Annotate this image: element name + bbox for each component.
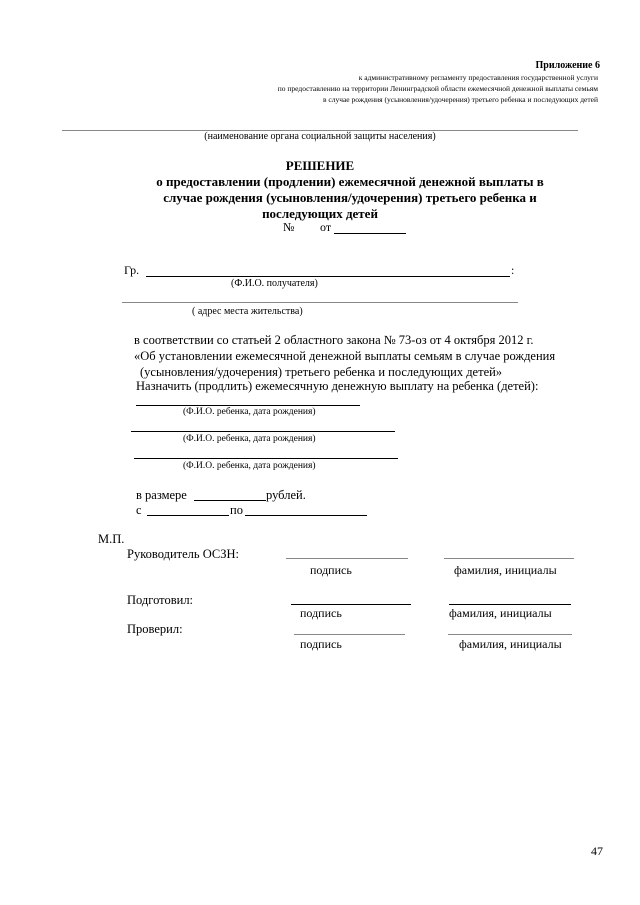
- recipient-address-field[interactable]: [122, 302, 518, 303]
- page-number: 47: [591, 844, 603, 858]
- decision-date-field[interactable]: [334, 233, 406, 234]
- period-to-label: по: [230, 503, 243, 517]
- prepared-signature-caption: подпись: [300, 606, 342, 620]
- checked-name-caption: фамилия, инициалы: [459, 637, 562, 651]
- appendix-line-1: к административному регламенту предоставления государственной услуги: [358, 73, 598, 82]
- appendix-title: Приложение 6: [535, 60, 600, 71]
- checked-signature-field[interactable]: [294, 634, 405, 635]
- amount-field[interactable]: [194, 500, 266, 501]
- amount-prefix: в размере: [136, 488, 187, 502]
- head-signature-field[interactable]: [286, 558, 408, 559]
- head-signature-caption: подпись: [310, 563, 352, 577]
- body-line-3: (усыновления/удочерения) третьего ребенка и последующих детей»: [140, 365, 503, 379]
- body-line-2: «Об установлении ежемесячной денежной выплаты семьям в случае рождения: [134, 349, 556, 363]
- appendix-line-2: по предоставлению на территории Ленинградской области ежемесячной денежной выплаты семьям: [277, 84, 598, 93]
- appendix-line-3: в случае рождения (усыновления/удочерения) третьего ребенка и последующих детей: [322, 95, 598, 104]
- period-to-field[interactable]: [245, 515, 367, 516]
- org-caption: (наименование органа социальной защиты населения): [204, 131, 436, 142]
- checked-signature-caption: подпись: [300, 637, 342, 651]
- child-2-caption: (Ф.И.О. ребенка, дата рождения): [183, 434, 316, 444]
- decision-line-3: последующих детей: [262, 206, 378, 221]
- recipient-name-field[interactable]: [146, 276, 510, 277]
- period-from-field[interactable]: [147, 515, 229, 516]
- checked-label: Проверил:: [127, 622, 183, 636]
- recipient-colon: :: [511, 263, 515, 277]
- body-line-1: в соответствии со статьей 2 областного закона № 73-оз от 4 октября 2012 г.: [134, 333, 534, 347]
- amount-suffix: рублей.: [266, 488, 306, 502]
- prepared-name-caption: фамилия, инициалы: [449, 606, 552, 620]
- prepared-signature-field[interactable]: [291, 604, 411, 605]
- recipient-name-caption: (Ф.И.О. получателя): [231, 278, 318, 289]
- decision-title: РЕШЕНИЕ: [285, 158, 355, 173]
- stamp-label: М.П.: [98, 532, 125, 546]
- head-label: Руководитель ОСЗН:: [127, 547, 239, 561]
- recipient-address-caption: ( адрес места жительства): [192, 306, 303, 317]
- child-2-field[interactable]: [131, 431, 395, 432]
- head-name-caption: фамилия, инициалы: [454, 563, 557, 577]
- recipient-prefix: Гр.: [124, 263, 140, 277]
- decision-line-2: случае рождения (усыновления/удочерения) третьего ребенка и: [163, 190, 537, 205]
- prepared-label: Подготовил:: [127, 593, 194, 607]
- child-3-caption: (Ф.И.О. ребенка, дата рождения): [183, 461, 316, 471]
- period-from-label: с: [136, 503, 142, 517]
- child-3-field[interactable]: [134, 458, 398, 459]
- prepared-name-field[interactable]: [449, 604, 571, 605]
- child-1-caption: (Ф.И.О. ребенка, дата рождения): [183, 407, 316, 417]
- decision-date-label: от: [320, 220, 332, 234]
- decision-number-label: №: [283, 220, 295, 234]
- head-name-field[interactable]: [444, 558, 574, 559]
- body-line-4: Назначить (продлить) ежемесячную денежную выплату на ребенка (детей):: [136, 379, 539, 393]
- checked-name-field[interactable]: [448, 634, 572, 635]
- decision-line-1: о предоставлении (продлении) ежемесячной денежной выплаты в: [156, 174, 544, 189]
- child-1-field[interactable]: [136, 405, 360, 406]
